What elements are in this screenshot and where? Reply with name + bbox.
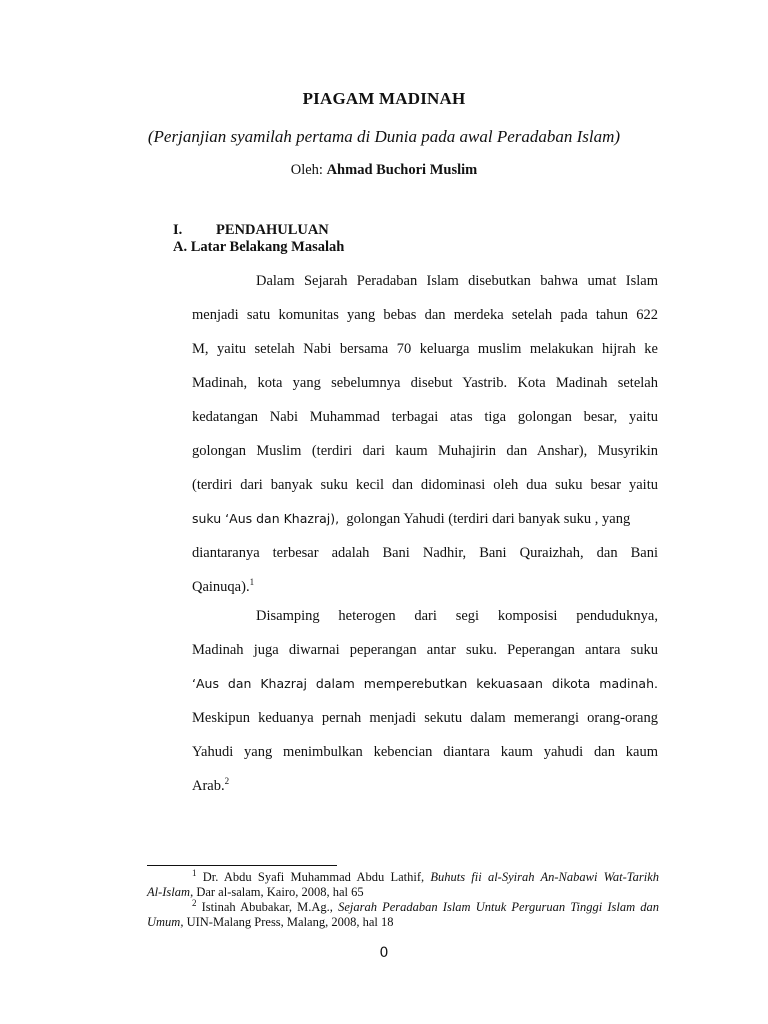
paragraph-line: golongan Muslim (terdiri dari kaum Muhajirin dan Anshar), Musyrikin	[192, 443, 658, 459]
paragraph-line: Yahudi yang menimbulkan kebencian diantara kaum yahudi dan kaum	[192, 744, 658, 760]
paragraph-text-span: golongan Yahudi (terdiri dari banyak suku , yang	[346, 511, 631, 527]
footnote-italic: Sejarah Peradaban Islam Untuk Perguruan Tinggi Islam dan	[338, 900, 659, 914]
document-subtitle: (Perjanjian syamilah pertama di Dunia pada awal Peradaban Islam)	[147, 127, 621, 146]
section-number: I.	[173, 222, 183, 238]
paragraph-line: Dalam Sejarah Peradaban Islam disebutkan bahwa umat Islam	[256, 273, 658, 289]
paragraph-text-span: Qainuqa).	[192, 579, 250, 595]
footnote-separator	[147, 865, 337, 866]
paragraph-line: kedatangan Nabi Muhammad terbagai atas tiga golongan besar, yaitu	[192, 409, 658, 425]
page-number: 0	[379, 945, 389, 961]
footnote-2-line-2	[147, 915, 659, 930]
paragraph-line: Meskipun keduanya pernah menjadi sekutu dalam memerangi orang-orang	[192, 710, 658, 726]
paragraph-line: Madinah, kota yang sebelumnya disebut Yastrib. Kota Madinah setelah	[192, 375, 658, 391]
footnote-1-line-2	[147, 885, 659, 900]
footnote-number: 2	[192, 897, 197, 908]
paragraph-line: diantaranya terbesar adalah Bani Nadhir, Bani Quraizhah, dan Bani	[192, 545, 658, 561]
footnote-text: UIN-Malang Press, Malang, 2008, hal 18	[183, 915, 394, 929]
paragraph-line-mixed-font: ‘Aus dan Khazraj dalam memperebutkan kekuasaan dikota madinah.	[192, 676, 658, 691]
footnote-1-line-1	[147, 867, 659, 885]
footnote-text: , Dar al-salam, Kairo, 2008, hal 65	[190, 885, 364, 899]
paragraph-text-span: Arab.	[192, 778, 225, 794]
paragraph-line	[192, 510, 658, 544]
paragraph-line: M, yaitu setelah Nabi bersama 70 keluarga muslim melakukan hijrah ke	[192, 341, 658, 357]
author-prefix: Oleh:	[290, 162, 327, 178]
paragraph-line: Disamping heterogen dari segi komposisi penduduknya,	[256, 608, 658, 624]
author-line	[0, 162, 768, 179]
footnote-text: Dr. Abdu Syafi Muhammad Abdu Lathif,	[196, 870, 431, 884]
footnote-italic: Buhuts fii al-Syirah An-Nabawi Wat-Tarikh	[430, 870, 659, 884]
footnote-number: 1	[192, 867, 197, 878]
footnote-italic: Al-Islam	[147, 885, 191, 899]
author-name: Ahmad Buchori Muslim	[326, 162, 478, 178]
paragraph-2	[192, 607, 658, 811]
paragraph-line: Madinah juga diwarnai peperangan antar suku. Peperangan antara suku	[192, 642, 658, 658]
footnotes	[147, 867, 659, 930]
section-title: PENDAHULUAN	[216, 222, 329, 238]
footnote-text: Istinah Abubakar, M.Ag.,	[196, 900, 339, 914]
footnote-2-line-1	[147, 897, 659, 915]
mixed-font-span: suku ‘Aus dan Khazraj),	[192, 511, 340, 526]
footnote-ref-2[interactable]: 2	[224, 776, 230, 787]
footnote-italic: Umum,	[147, 915, 184, 929]
paragraph-line: (terdiri dari banyak suku kecil dan didominasi oleh dua suku besar yaitu	[192, 477, 658, 493]
paragraph-line: menjadi satu komunitas yang bebas dan merdeka setelah pada tahun 622	[192, 307, 658, 323]
footnote-ref-1[interactable]: 1	[249, 577, 255, 588]
paragraph-1	[192, 272, 658, 612]
document-title: PIAGAM MADINAH	[302, 89, 466, 108]
paragraph-line	[192, 777, 658, 811]
subsection-heading: A. Latar Belakang Masalah	[173, 239, 345, 255]
